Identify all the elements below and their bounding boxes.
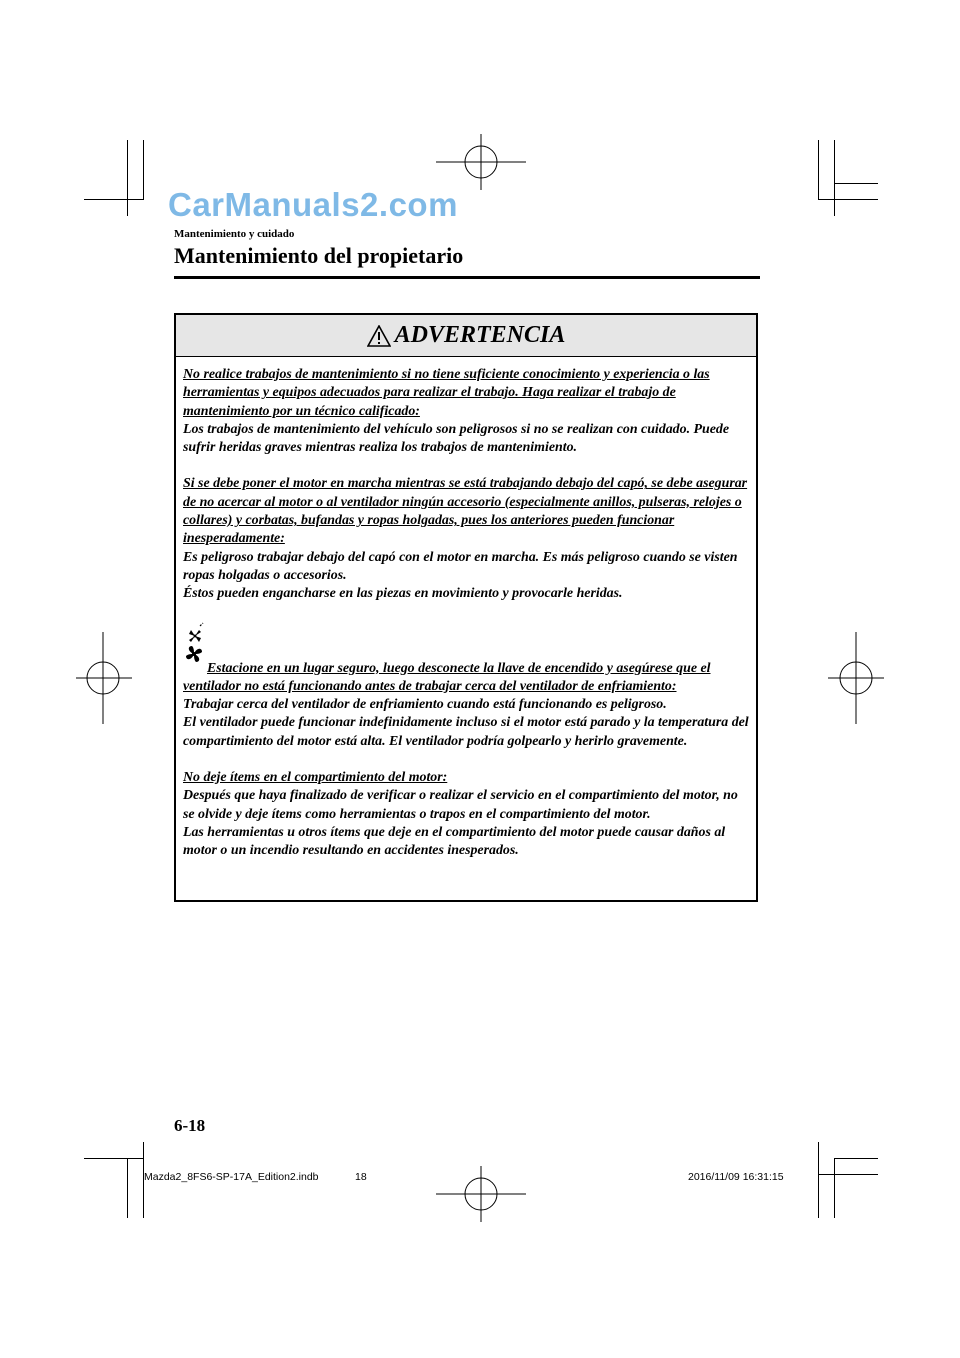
crop-mark bbox=[84, 1158, 144, 1159]
crop-mark bbox=[818, 1142, 819, 1218]
cooling-fan-icon bbox=[183, 622, 209, 662]
registration-mark-icon bbox=[828, 632, 884, 724]
warning-text: Trabajar cerca del ventilador de enfriamiento cuando está funcionando es peligroso. bbox=[183, 697, 667, 713]
warning-heading: No deje ítems en el compartimiento del motor: bbox=[183, 770, 448, 786]
warning-text: Las herramientas u otros ítems que deje en el compartimiento del motor puede causar daños al motor o un incendio resultando en accidentes inesperados. bbox=[183, 824, 726, 859]
crop-mark bbox=[127, 1158, 128, 1218]
warning-heading-text: Estacione en un lugar seguro, luego desconecte la llave de encendido y asegúrese que el ventilador no está funcionando antes de trabajar cerca del ventilador de enfriamiento: bbox=[183, 660, 711, 694]
crop-mark bbox=[818, 199, 878, 200]
watermark-logo: CarManuals2.com bbox=[168, 186, 458, 223]
warning-heading: No realice trabajos de mantenimiento si no tiene suficiente conocimiento y experiencia o las herramientas y equipos adecuados para realizar el trabajo. Haga realizar el trabajo de mantenimiento por un técnico calificado: bbox=[183, 367, 710, 419]
section-label: Mantenimiento y cuidado bbox=[174, 228, 295, 240]
warning-heading: Si se debe poner el motor en marcha mientras se está trabajando debajo del capó, se debe asegurar de no acercar al motor o al ventilador ningún accesorio (especialmente anillos, pulseras, relojes o collares) y corbatas, bufandas y ropas holgadas, pues los anteriores pueden funcionar inesperadamente: bbox=[183, 476, 748, 547]
warning-body bbox=[176, 357, 756, 861]
page-number: 6-18 bbox=[174, 1116, 206, 1135]
crop-mark bbox=[818, 140, 819, 200]
page-title: Mantenimiento del propietario bbox=[174, 243, 464, 268]
crop-mark bbox=[834, 1158, 835, 1218]
registration-mark-icon bbox=[436, 1166, 526, 1222]
crop-mark bbox=[127, 140, 128, 216]
warning-text: El ventilador puede funcionar indefinidamente incluso si el motor está parado y la temperatura del compartimiento del motor está alta. El ventilador podría golpearlo y herirlo gravemente. bbox=[183, 715, 749, 749]
warning-box bbox=[174, 313, 758, 902]
crop-mark bbox=[834, 140, 835, 216]
warning-heading bbox=[183, 660, 750, 697]
crop-mark bbox=[834, 183, 878, 184]
registration-mark-icon bbox=[436, 134, 526, 190]
warning-title: ADVERTENCIA bbox=[394, 322, 566, 348]
crop-mark bbox=[143, 140, 144, 200]
warning-text: Después que haya finalizado de verificar o realizar el servicio en el compartimiento del motor, no se olvide y deje ítems como herramientas o trapos en el compartimiento del motor. bbox=[183, 788, 738, 822]
footer-page: 18 bbox=[355, 1171, 367, 1183]
warning-text: Los trabajos de mantenimiento del vehículo son peligrosos si no se realizan con cuidado. Puede sufrir heridas graves mientras realiza los trabajos de mantenimiento. bbox=[183, 421, 730, 456]
footer-filename: Mazda2_8FS6-SP-17A_Edition2.indb bbox=[144, 1171, 319, 1183]
crop-mark bbox=[818, 1174, 878, 1175]
title-divider bbox=[174, 276, 760, 279]
crop-mark bbox=[84, 199, 144, 200]
footer-timestamp: 2016/11/09 16:31:15 bbox=[688, 1171, 784, 1183]
warning-header bbox=[176, 315, 756, 357]
warning-text: Éstos pueden engancharse en las piezas en movimiento y provocarle heridas. bbox=[183, 586, 623, 602]
registration-mark-icon bbox=[76, 632, 132, 724]
warning-triangle-icon bbox=[367, 325, 391, 347]
warning-text: Es peligroso trabajar debajo del capó con el motor en marcha. Es más peligroso cuando se visten ropas holgadas o accesorios. bbox=[183, 549, 738, 583]
crop-mark bbox=[834, 1158, 878, 1159]
